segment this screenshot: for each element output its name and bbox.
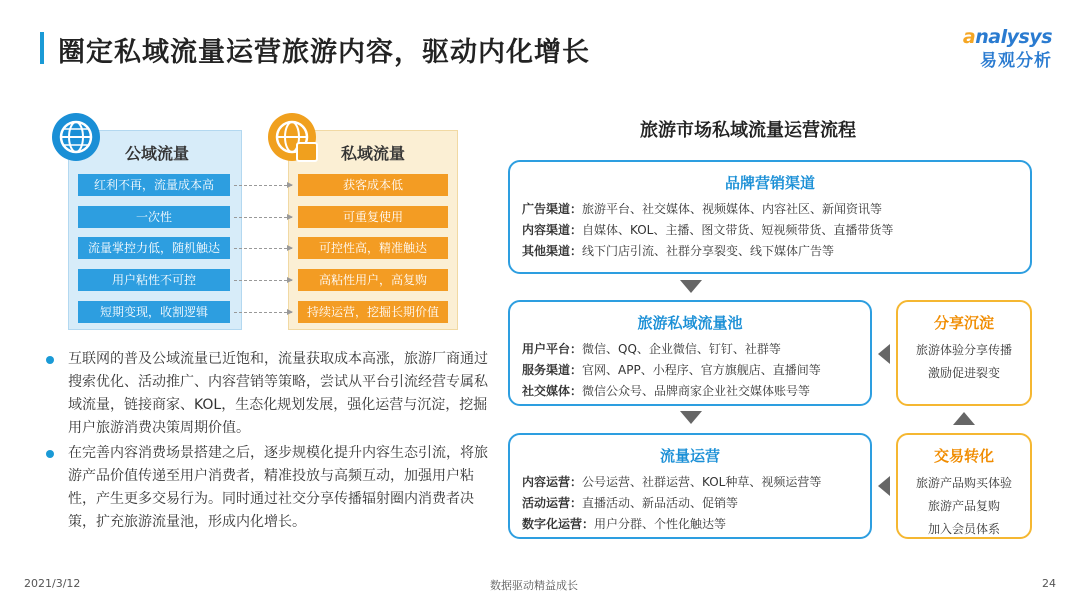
arrow-down-icon <box>680 411 702 424</box>
public-item: 一次性 <box>78 206 230 228</box>
compare-arrow <box>234 312 292 313</box>
traffic-ops-box <box>508 433 872 539</box>
trade-row: 加入会员体系 <box>927 522 1000 536</box>
public-item: 短期变现，收割逻辑 <box>78 301 230 323</box>
private-item: 高粘性用户，高复购 <box>298 269 448 291</box>
private-pool-box <box>508 300 872 406</box>
traffic-ops-title: 流量运营 <box>659 447 720 465</box>
compare-arrow <box>234 280 292 281</box>
arrow-left-icon <box>878 344 890 364</box>
brand-channels-title: 品牌营销渠道 <box>724 174 815 192</box>
flow-row: 社交媒体：微信公众号、品牌商家企业社交媒体账号等 <box>522 384 811 398</box>
arrow-left-icon <box>878 476 890 496</box>
public-item: 流量掌控力低，随机触达 <box>78 237 230 259</box>
arrow-down-icon <box>680 280 702 293</box>
lock-icon <box>296 142 318 162</box>
footer-date: 2021/3/12 <box>24 577 81 590</box>
flow-row: 用户平台：微信、QQ、企业微信、钉钉、社群等 <box>522 342 781 356</box>
page-title: 圈定私域流量运营旅游内容，驱动内化增长 <box>58 37 590 68</box>
private-traffic-title: 私域流量 <box>341 144 406 163</box>
flow-row: 内容运营：公号运营、社群运营、KOL种草、视频运营等 <box>522 475 822 489</box>
title-accent-bar <box>40 32 44 64</box>
flow-row: 其他渠道：线下门店引流、社群分享裂变、线下媒体广告等 <box>522 244 835 258</box>
private-item: 可控性高，精准触达 <box>298 237 448 259</box>
share-box <box>896 300 1032 406</box>
share-title: 分享沉淀 <box>933 314 994 332</box>
share-row: 旅游体验分享传播 <box>915 343 1012 357</box>
private-pool-title: 旅游私域流量池 <box>637 314 743 332</box>
private-item: 获客成本低 <box>298 174 448 196</box>
private-item: 可重复使用 <box>298 206 448 228</box>
arrow-up-icon <box>953 412 975 425</box>
globe-icon <box>52 113 100 161</box>
compare-arrow <box>234 248 292 249</box>
flow-row: 广告渠道：旅游平台、社交媒体、视频媒体、内容社区、新闻资讯等 <box>522 202 883 216</box>
flow-row: 数字化运营：用户分群、个性化触达等 <box>522 517 727 531</box>
public-item: 用户粘性不可控 <box>78 269 230 291</box>
brand-channels-box <box>508 160 1032 274</box>
bullet-paragraph: 在完善内容消费场景搭建之后，逐步规模化提升内容生态引流，将旅游产品价值传递至用户消费者，精准投放与高频互动，加强用户粘性，产生更多交易行为。同时通过社交分享传播辐射圈内消费者决策，扩充旅游流量池，形成内化增长。 <box>44 442 494 534</box>
flow-row: 活动运营：直播活动、新品活动、促销等 <box>522 496 739 510</box>
compare-arrow <box>234 185 292 186</box>
private-item: 持续运营，挖掘长期价值 <box>298 301 448 323</box>
compare-arrow <box>234 217 292 218</box>
share-row: 激励促进裂变 <box>927 366 1000 380</box>
logo-chinese: 易观分析 <box>980 51 1052 71</box>
flow-title: 旅游市场私域流量运营流程 <box>640 120 856 141</box>
flow-row: 内容渠道：自媒体、KOL、主播、图文带货、短视频带货、直播带货等 <box>522 223 894 237</box>
logo-wordmark: analysys <box>962 26 1052 48</box>
flow-row: 服务渠道：官网、APP、小程序、官方旗舰店、直播间等 <box>522 363 821 377</box>
bullet-paragraph: 互联网的普及公域流量已近饱和，流量获取成本高涨，旅游厂商通过搜索优化、活动推广、内容营销等策略，尝试从平台引流经营专属私域流量，链接商家、KOL，生态化规划发展，强化运营与沉淀，挖掘用户旅游消费决策周期价值。 <box>44 348 494 440</box>
public-item: 红利不再，流量成本高 <box>78 174 230 196</box>
trade-row: 旅游产品复购 <box>927 499 1000 513</box>
footer-slogan: 数据驱动精益成长 <box>490 579 578 592</box>
page-number: 24 <box>1042 577 1056 590</box>
trade-box <box>896 433 1032 539</box>
public-traffic-title: 公域流量 <box>125 144 190 163</box>
trade-row: 旅游产品购买体验 <box>915 476 1012 490</box>
bullet-list <box>44 348 494 536</box>
analysys-logo <box>942 26 1052 71</box>
trade-title: 交易转化 <box>933 447 994 465</box>
